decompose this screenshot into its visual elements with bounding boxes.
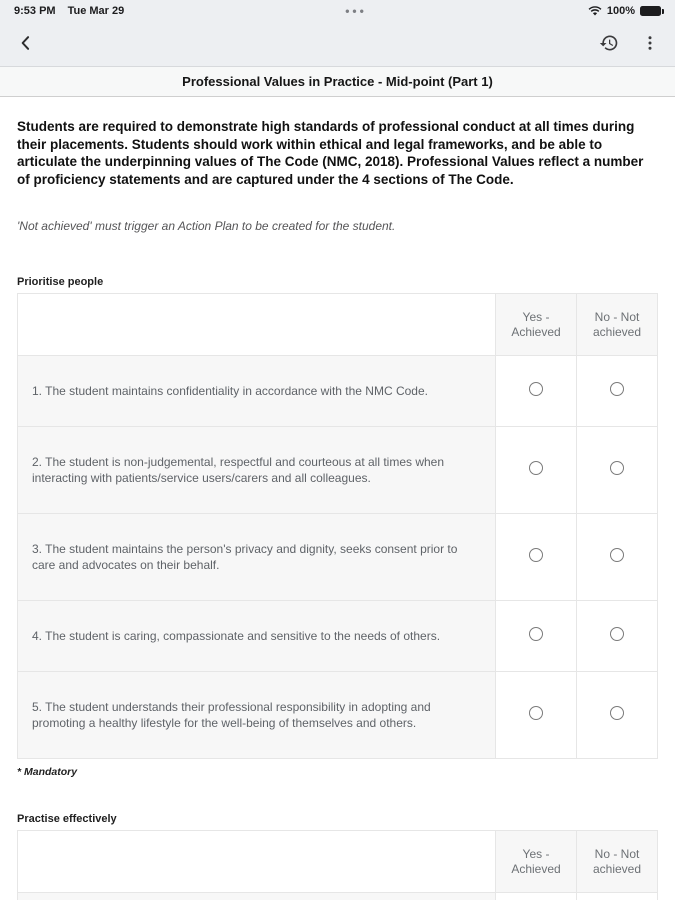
battery-icon bbox=[640, 6, 661, 16]
question-text: 4. The student is caring, compassionate and sensitive to the needs of others. bbox=[18, 601, 496, 672]
radio-yes-achieved[interactable] bbox=[529, 382, 543, 396]
mandatory-note: * Mandatory bbox=[17, 766, 78, 778]
no-not-achieved-column-header: No - Not achieved bbox=[577, 831, 658, 893]
radio-yes-achieved[interactable] bbox=[529, 627, 543, 641]
multitasking-dots-icon: ••• bbox=[345, 4, 367, 18]
history-button[interactable] bbox=[597, 31, 621, 58]
status-time: 9:53 PM bbox=[14, 5, 56, 17]
question-text: 2. The student is non-judgemental, respectful and courteous at all times when interacting with patients/service users/carers and all colleagues. bbox=[18, 427, 496, 514]
section-label-practise-effectively: Practise effectively bbox=[17, 813, 117, 825]
practise-effectively-table bbox=[17, 830, 658, 900]
radio-no-not-achieved[interactable] bbox=[610, 461, 624, 475]
question-column-header bbox=[18, 831, 496, 893]
table-row bbox=[18, 427, 658, 514]
question-cell-cutoff bbox=[18, 893, 496, 900]
radio-no-not-achieved[interactable] bbox=[610, 627, 624, 641]
intro-paragraph: Students are required to demonstrate high standards of professional conduct at all times during their placements. Students should work within ethical and legal frameworks, and be able to articulate the underpinning values of The Code (NMC, 2018). Professional Values reflect a number of proficiency statements and are captured under the 4 sections of The Code. bbox=[17, 119, 644, 187]
prioritise-people-table bbox=[17, 293, 658, 759]
page-title: Professional Values in Practice - Mid-point (Part 1) bbox=[182, 74, 493, 89]
table-row bbox=[18, 672, 658, 759]
table-row bbox=[18, 601, 658, 672]
table-row bbox=[18, 356, 658, 427]
overflow-menu-button[interactable] bbox=[639, 32, 661, 57]
no-not-achieved-column-header: No - Not achieved bbox=[577, 294, 658, 356]
yes-achieved-column-header: Yes - Achieved bbox=[496, 831, 577, 893]
table-header-row bbox=[18, 294, 658, 356]
radio-no-not-achieved[interactable] bbox=[610, 706, 624, 720]
radio-yes-achieved[interactable] bbox=[529, 706, 543, 720]
radio-no-not-achieved[interactable] bbox=[610, 382, 624, 396]
kebab-menu-icon bbox=[641, 34, 659, 55]
yes-achieved-column-header: Yes - Achieved bbox=[496, 294, 577, 356]
battery-percent: 100% bbox=[606, 5, 635, 17]
question-text: 1. The student maintains confidentiality in accordance with the NMC Code. bbox=[18, 356, 496, 427]
radio-yes-achieved[interactable] bbox=[529, 461, 543, 475]
status-bar bbox=[0, 0, 675, 22]
question-text: 5. The student understands their professional responsibility in adopting and promoting a healthy lifestyle for the well-being of themselves and others. bbox=[18, 672, 496, 759]
form-content bbox=[0, 118, 675, 900]
radio-yes-achieved[interactable] bbox=[529, 548, 543, 562]
status-date: Tue Mar 29 bbox=[67, 5, 125, 17]
form-title-bar bbox=[0, 67, 675, 97]
question-text: 3. The student maintains the person's privacy and dignity, seeks consent prior to care and advocates on their behalf. bbox=[18, 514, 496, 601]
nav-bar bbox=[0, 22, 675, 67]
table-header-row bbox=[18, 831, 658, 893]
table-row bbox=[18, 514, 658, 601]
intro-note: 'Not achieved' must trigger an Action Plan to be created for the student. bbox=[17, 219, 396, 233]
wifi-icon bbox=[588, 6, 602, 17]
back-button[interactable] bbox=[14, 31, 38, 58]
question-column-header bbox=[18, 294, 496, 356]
table-row bbox=[18, 893, 658, 900]
radio-no-not-achieved[interactable] bbox=[610, 548, 624, 562]
chevron-left-icon bbox=[16, 33, 36, 56]
history-icon bbox=[599, 33, 619, 56]
section-label-prioritise-people: Prioritise people bbox=[17, 276, 104, 288]
